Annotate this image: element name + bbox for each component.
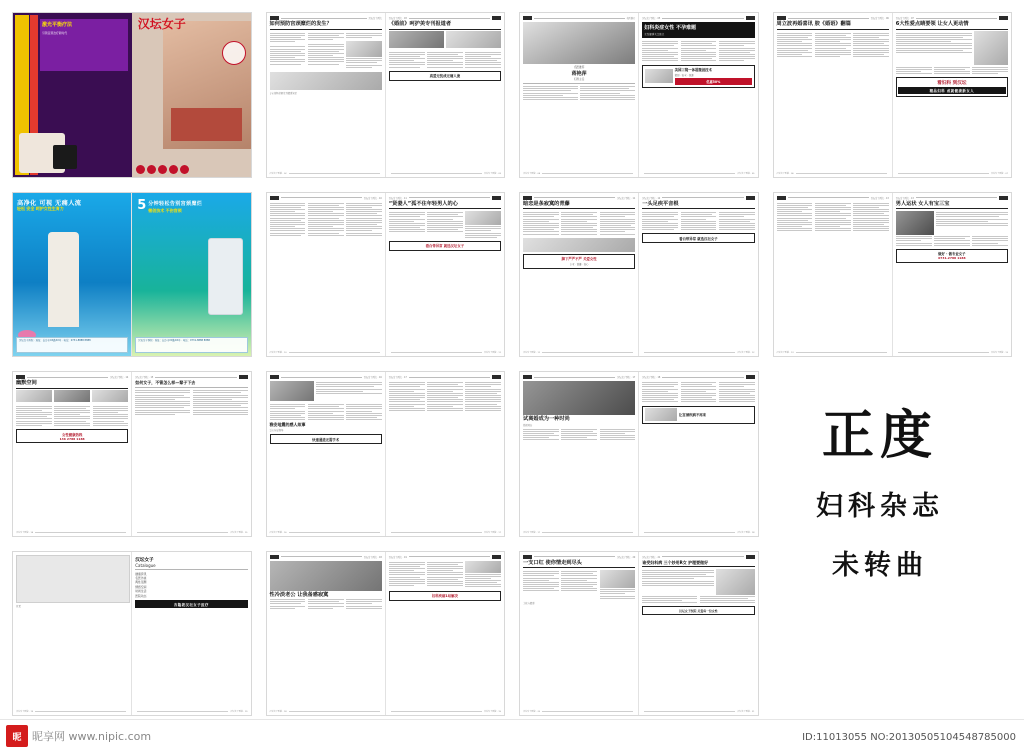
catalogue-brand: 汉坛女子 (135, 557, 154, 563)
page-header: 汉坛女子医院 (270, 16, 382, 20)
article-photo (270, 381, 315, 401)
title-rule (389, 208, 501, 209)
catalogue-cover-photo (16, 555, 130, 603)
page-footer: 汉坛女子医院 · 07 (896, 172, 1008, 175)
page-header: 汉坛女子医院 · 19 (389, 555, 501, 559)
page-footer: 汉坛女子医院 · 11 (389, 351, 501, 354)
ad-box[interactable] (270, 434, 382, 444)
spread-10[interactable] (266, 371, 506, 537)
ad-page-green (131, 193, 250, 357)
cover-round-stamp (222, 41, 246, 65)
text-columns (523, 85, 635, 101)
spread-14[interactable] (519, 551, 759, 717)
page-header: 汉坛女子医院 · 20 (523, 555, 635, 559)
ad-box[interactable] (389, 241, 501, 251)
ad-sub: 轻松 安全 呵护女性生育力 (17, 205, 64, 211)
spread-4-left-page (774, 13, 892, 177)
spread-8-right-page (892, 193, 1011, 357)
ad-box[interactable] (896, 77, 1008, 96)
ad-title: 快速通道无需手术 (312, 437, 340, 442)
poster-big-text (750, 406, 1010, 582)
page-footer: 汉坛女子医院 · 05 (642, 172, 754, 175)
bottom-photo (270, 72, 382, 90)
spread-6-right-page (385, 193, 504, 357)
page-header: 汉坛女子医院 · 13 (777, 196, 889, 200)
page-footer: 汉坛女子医院 · 03 (389, 172, 501, 175)
article-title: 如何预防宫颈糜烂的发生？ (269, 21, 332, 27)
page-footer: 汉坛女子医院 · 11 (523, 351, 635, 354)
page-header: 汉坛女子医院 · 14 (16, 375, 128, 379)
catalogue-title: Catalogue (135, 562, 156, 568)
ad-contact-strip (135, 337, 247, 353)
spread-11[interactable] (519, 371, 759, 537)
ad-badge: 优惠50% (675, 78, 752, 85)
spread-13[interactable] (266, 551, 506, 717)
page-header: 汉坛女子医院 · 18 (642, 375, 754, 379)
spread-9-right-page (131, 372, 250, 536)
page-header: 汉坛女子医院 · 10 (270, 196, 382, 200)
ad-contact-strip (16, 337, 128, 353)
catalogue-item[interactable]: 两性话题 (135, 580, 147, 585)
ad-contact-note: 汉坛女子医院 · 地址：长沙市XX路XX号 · 电话：0731-8888 8888 (138, 339, 210, 342)
article-title: 暗恋是条寂寞的青藤 (523, 200, 570, 207)
cell-spread-14 (515, 547, 763, 721)
ad-title: 脚下严严不严 关爱女性 (561, 257, 597, 262)
text-columns (270, 403, 382, 421)
spread-catalogue[interactable] (12, 551, 252, 717)
article-title: 试离婚成为一种时尚 (523, 416, 570, 422)
ad-title: 妇科疾病1站解决 (431, 594, 458, 599)
cover-magazine-title: 汉坛女子 (137, 17, 186, 31)
spread-9[interactable] (12, 371, 252, 537)
doctor-role: 妇科主任 (573, 78, 585, 81)
page-header: 名医推荐 (523, 16, 635, 20)
spread-10-right-page (385, 372, 504, 536)
cell-spread-10 (262, 367, 510, 541)
page-header: 汉坛女子医院 · 07 (896, 16, 1008, 20)
image-id-text: ID:11013055 NO:20130505104548785000 (802, 732, 1016, 743)
catalogue-item[interactable]: 医院动态 (135, 593, 147, 598)
section-title: 幽默空间 (16, 380, 37, 386)
banner-sub: 女性健康关注焦点 (644, 33, 665, 36)
spread-3-right-page (638, 13, 757, 177)
divider (135, 569, 247, 570)
page-header: 汉坛女子医院 · 12 (642, 196, 754, 200)
cover-secondary-photo (53, 145, 77, 169)
spread-4[interactable] (773, 12, 1013, 178)
title-rule (270, 29, 382, 30)
cell-catalogue (8, 547, 256, 721)
cell-spread-8 (769, 188, 1017, 362)
headline-banner (642, 22, 754, 38)
page-footer: 汉坛女子医院 · 17 (389, 531, 501, 534)
ad-box[interactable] (16, 429, 128, 443)
spread-14-right-page (638, 552, 757, 716)
article-title: 一支口红 使你情走到尽头 (523, 559, 582, 566)
big-text-line-1: 正度 (821, 406, 938, 466)
doctor-portrait (523, 22, 635, 64)
cover-front-page (132, 13, 251, 177)
text-columns (642, 381, 754, 404)
spread-cover[interactable] (12, 12, 252, 178)
page-footer: 汉坛女子医院 · 17 (523, 531, 635, 534)
catalogue-cover-page (13, 552, 131, 716)
page-footer: 汉坛女子医院 · 13 (777, 351, 889, 354)
page-footer: 汉坛女子医院 · 10 (270, 351, 382, 354)
ad-box[interactable] (642, 406, 754, 424)
page-footer: 汉坛女子医院 · 12 (642, 351, 754, 354)
page-footer: 汉坛女子医院 · 21 (642, 710, 754, 713)
article-photo-1 (389, 31, 444, 48)
text-columns (523, 427, 635, 441)
spread-11-left-page (520, 372, 638, 536)
article-photo (523, 238, 635, 252)
page-header: 汉坛女子医院 · 13 (896, 196, 1008, 200)
spread-10-left-page (267, 372, 385, 536)
ad-box[interactable] (642, 233, 754, 243)
article-photo (896, 211, 934, 235)
page-header: 汉坛女子医院 · 21 (642, 555, 754, 559)
big-text-line-2: 妇科杂志 (816, 491, 944, 522)
ad-model (48, 232, 79, 327)
text-columns (270, 598, 382, 610)
text-columns (642, 211, 754, 231)
text-columns (389, 50, 501, 68)
page-footer: 汉坛女子医院 · 16 (270, 531, 382, 534)
title-rule (777, 29, 889, 30)
cell-spread-4 (769, 8, 1017, 182)
page-footer: 汉坛女子医院 · 14 (16, 531, 128, 534)
cell-spread-2 (262, 8, 510, 182)
cover-model-photo (163, 21, 251, 149)
title-rule (135, 387, 247, 388)
text-columns (270, 202, 382, 237)
ad-contact-note: 汉坛女子医院 · 地址：长沙市XX路XX号 · 电话：0731-8888 8888 (19, 339, 91, 342)
ad-title: 看妇科 到汉坛 (937, 80, 967, 86)
doctor-label: 名医推荐 (573, 66, 585, 69)
divider (523, 83, 635, 84)
big-text-line-3: 未转曲 (832, 550, 928, 581)
article-title: “贤妻人”孤不住年轻男人的心 (388, 200, 458, 207)
cover-back-page (13, 13, 132, 177)
page-footer: 汉坛女子医院 · 04 (523, 172, 635, 175)
page-footer: 汉坛女子医院 · 06 (777, 172, 889, 175)
ad-sub: 精品妇科 成就健康新女人 (898, 87, 1005, 94)
article-photo (716, 569, 754, 595)
text-columns (896, 235, 1008, 247)
spread-ad-color[interactable] (12, 192, 252, 358)
article-title: 男人运状 女人有宝三宝 (895, 200, 950, 207)
page-header: 汉坛女子医院 · 03 (389, 16, 501, 20)
article-title: 谁受妇科病 三个妙用R女 护理要做好 (642, 559, 709, 565)
page-header: 汉坛女子医院 · 05 (642, 16, 754, 20)
page-header: 汉坛女子医院 · 17 (389, 375, 501, 379)
main-photo (523, 381, 635, 415)
title-rule (642, 208, 754, 209)
article-title: 《婚前》呵护美专刊报道者 (388, 21, 452, 27)
spread-7-left-page (520, 193, 638, 357)
text-columns (523, 211, 635, 236)
ad-box[interactable] (389, 71, 501, 81)
article-title: 性冷淡老公 让我备感寂寞 (269, 591, 329, 598)
cell-ad-spread (8, 188, 256, 362)
text-columns (389, 561, 501, 589)
spread-2-left-page (267, 13, 385, 177)
doctor-name: 蒋艳萍 (571, 71, 587, 77)
title-rule (16, 388, 128, 389)
ad-box[interactable] (389, 591, 501, 601)
ad-phone: 0731-2788 1188 (938, 256, 966, 261)
watermark-text: 昵享网 www.nipic.com (32, 730, 152, 743)
text-columns (270, 31, 382, 68)
page-header: 汉坛女子医院 · 06 (777, 16, 889, 20)
photo-caption: 美妆与健康 (523, 601, 535, 605)
catalogue-item[interactable]: 时尚生活 (135, 589, 147, 594)
ad-title: 女性健康热线 (61, 432, 83, 437)
page-footer: 汉坛女子医院 · 18 (270, 710, 382, 713)
title-rule (523, 208, 635, 209)
title-rule (896, 208, 1008, 209)
banner-title: 妇科炎症女性 不孕难题 (644, 25, 696, 31)
page-header: 汉坛女子医院 · 15 (135, 375, 247, 379)
cell-spread-13 (262, 547, 510, 721)
page-footer: 汉坛女子医院 · 19 (135, 710, 247, 713)
cover-model-towel (171, 108, 241, 141)
article-title: 雅安地震的感人故事 (269, 422, 306, 428)
spread-6-left-page (267, 193, 385, 357)
page-footer: 汉坛女子医院 · 13 (896, 351, 1008, 354)
cartoon-3 (92, 390, 128, 402)
page-header: 汉坛女子医院 · 11 (523, 196, 635, 200)
catalogue-item[interactable]: 健康资讯 (135, 571, 147, 576)
title-rule (896, 29, 1008, 30)
catalogue-item[interactable]: 名医访谈 (135, 575, 147, 580)
article-photo (346, 41, 382, 57)
page-header: 汉坛女子医院 · 16 (270, 375, 382, 379)
article-photo-2 (446, 31, 501, 48)
spread-2[interactable] (266, 12, 506, 178)
page-footer: 汉坛女子医院 · 20 (523, 710, 635, 713)
spread-6[interactable] (266, 192, 506, 358)
ad-title: 看白带异常 就选汉坛女子 (425, 244, 465, 249)
text-columns (777, 31, 889, 58)
text-columns (642, 40, 754, 63)
cell-spread-7 (515, 188, 763, 362)
photo-caption: 爱心传递现场 (269, 429, 284, 433)
cell-spread-11 (515, 367, 763, 541)
spread-7-right-page (638, 193, 757, 357)
ad-title: 真爱无忧成无痛人流 (429, 74, 461, 79)
page-footer: 汉坛女子医院 · 19 (16, 710, 128, 713)
ad-title: 看白带异常 就选汉坛女子 (679, 236, 718, 241)
ad-device-photo (208, 238, 243, 315)
text-columns (16, 404, 128, 427)
catalogue-note: 目录 (16, 604, 21, 608)
spread-3[interactable] (519, 12, 759, 178)
spread-3-left-page (520, 13, 638, 177)
page-footer: 汉坛女子医院 · 19 (389, 710, 501, 713)
page-footer: 汉坛女子医院 · 02 (270, 172, 382, 175)
catalogue-ad-bar: 吉隆坡汉坛女子医疗 (135, 600, 247, 607)
ad-sub: 微创 · 安全 · 快速 (674, 74, 694, 78)
ad-phone: 136 2788 1188 (59, 436, 85, 441)
catalogue-items (135, 572, 247, 599)
blue-ad (13, 193, 131, 357)
ad-box[interactable] (642, 606, 754, 615)
watermark (6, 725, 151, 747)
catalogue-item[interactable]: 情感空间 (135, 584, 147, 589)
text-columns (389, 211, 501, 239)
text-columns (523, 570, 635, 600)
green-ad (132, 193, 250, 357)
cover-ad-panel (40, 19, 128, 71)
spread-8-left-page (774, 193, 892, 357)
spread-7[interactable] (519, 192, 759, 358)
main-photo (270, 561, 382, 591)
spread-8[interactable] (773, 192, 1013, 358)
cover-ad-sub: 引领宫颈治疗新时代 (42, 31, 68, 35)
ad-headline: 高净化 可视 无痛人流 (17, 199, 82, 207)
ad-box[interactable] (523, 254, 635, 269)
ad-page-blue (13, 193, 131, 357)
ad-big-number: 5 (137, 197, 147, 213)
title-rule (389, 29, 501, 30)
ad-sub: 专业 · 温馨 · 安心 (569, 263, 589, 267)
article-title: 周立波再婚喜讯 胶《婚语》翻篇 (776, 21, 851, 27)
cell-spread-9 (8, 367, 256, 541)
page-footer: 汉坛女子医院 · 15 (135, 531, 247, 534)
page-header: 汉坛女子医院 · 18 (270, 555, 382, 559)
spread-14-left-page (520, 552, 638, 716)
magazine-spread-grid (8, 8, 1016, 720)
ad-box[interactable] (896, 249, 1008, 263)
text-columns (642, 595, 754, 605)
ad-title: 汉坛女子医院 关爱每一位女性 (679, 608, 718, 613)
ad-headline: 分钟轻松告别宫颈糜烂 (148, 200, 203, 207)
watermark-badge: 昵 (6, 725, 28, 747)
page-header: 汉坛女子医院 · 17 (523, 375, 635, 379)
cover-ad-headline: 激光平衡疗法 (42, 22, 73, 28)
spread-2-right-page (385, 13, 504, 177)
text-columns (896, 65, 1008, 75)
article-title: 如何女子，不管怎么样—辈子下去 (135, 380, 196, 385)
photo-caption: 婚姻观察 (523, 424, 533, 428)
spread-9-left-page (13, 372, 131, 536)
cover-badge-row (136, 165, 189, 174)
title-rule (523, 567, 635, 568)
cell-cover (8, 8, 256, 182)
ad-title: 让宫颈疾病不再来 (678, 413, 707, 418)
page-footer: 汉坛女子医院 · 18 (642, 531, 754, 534)
cover-layout (13, 13, 251, 177)
text-columns (135, 389, 247, 416)
cartoon-2 (54, 390, 90, 402)
article-title: 6大性爱点睛要领 让女人更动情 (895, 21, 969, 27)
cell-spread-3 (515, 8, 763, 182)
text-columns (777, 202, 889, 233)
ad-title: 做好 · 做专业女子 (938, 252, 966, 257)
article-photo (974, 31, 1008, 65)
ad-photo (645, 69, 673, 83)
catalogue-list-page (131, 552, 250, 716)
text-columns (389, 381, 501, 412)
spread-11-right-page (638, 372, 757, 536)
ad-photo (645, 408, 677, 421)
ad-box[interactable] (642, 65, 754, 88)
ad-sub: 微创技术 不伤宫颈 (148, 207, 182, 213)
spread-13-left-page (267, 552, 385, 716)
cartoon-1 (16, 390, 52, 402)
article-title: 一头足疾平音根 (642, 200, 679, 207)
ad-title: 美国三镜一体超微创技术 (674, 68, 712, 73)
cell-spread-6 (262, 188, 510, 362)
spread-4-right-page (892, 13, 1011, 177)
photo-caption: 专家现场讲解女性健康知识 (269, 91, 298, 95)
title-rule (642, 566, 754, 567)
page-header: 汉坛女子医院 · 11 (389, 196, 501, 200)
footer-bar (0, 719, 1024, 750)
spread-13-right-page (385, 552, 504, 716)
